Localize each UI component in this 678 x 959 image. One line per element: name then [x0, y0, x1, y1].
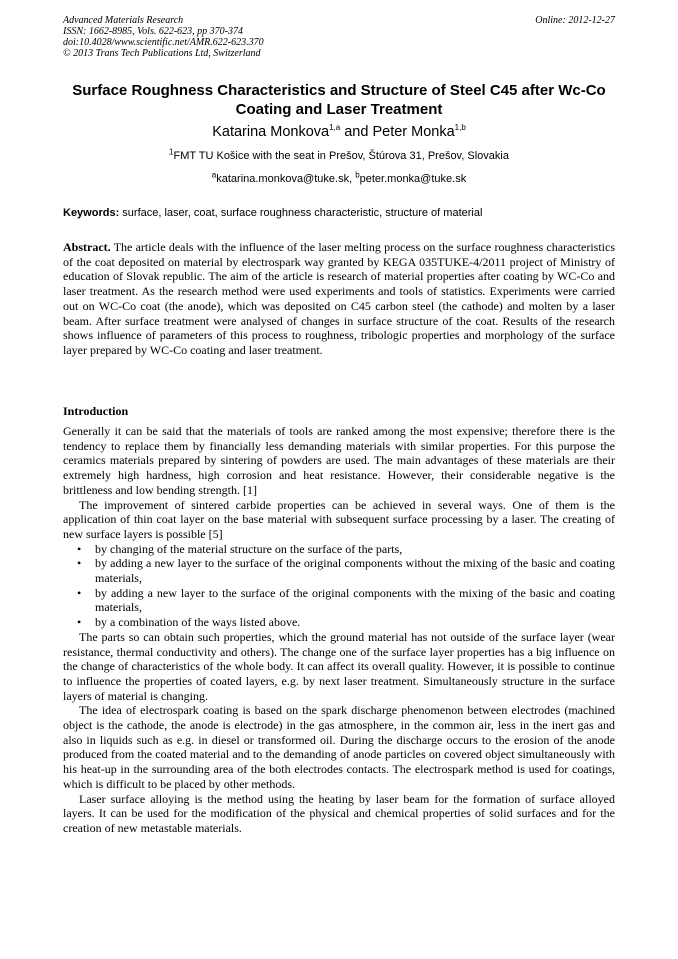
abstract-label: Abstract.: [63, 240, 111, 254]
email-link[interactable]: peter.monka@tuke.sk: [359, 173, 467, 185]
email-superscript: a: [211, 170, 217, 180]
doi-link[interactable]: doi:10.4028/www.scientific.net/AMR.622-623.370: [63, 37, 264, 48]
list-item-text: by adding a new layer to the surface of the original components without the mixing of the basic and coating materials,: [95, 556, 615, 586]
email-superscript: b: [355, 170, 360, 180]
paper-title: Surface Roughness Characteristics and Structure of Steel C45 after Wc-Co Coating and Laser Treatment: [72, 82, 606, 118]
author-superscript: 1,a: [329, 123, 341, 133]
bullet-icon: •: [77, 585, 82, 600]
paragraph: Generally it can be said that the materials of tools are ranked among the most expensive; therefore there is the tendency to replace them by financially less demanding materials with similar properties. For this purpose the ceramics materials prepared by sintering of powders are used. The main advantages of these materials are their extremely high hardness, high corrosion and heat resistance. However, their considerable negative is the brittleness and low bending strength. [1]: [63, 424, 615, 497]
keywords: [63, 206, 623, 220]
abstract-text: The article deals with the influence of the laser melting process on the surface roughness characteristics of the coat deposited on material by electrospark way granted by KEGA 035TUKE-4/2011 project of Ministry of education of Slovak republic. The aim of the article is research of material properties after coating by WC-Co and laser treatment. As the research method were used experiments and tools of statistics. Experiments were carried out on WC-Co coat (the anode), which was deposited on C45 carbon steel (the cathode) and molten by a laser beam. After surface treatment were analysed of changes in surface structure of the coat. Results of the research shows influence of parameters of this process to roughness, tribologic properties and morphology of the surface layer prepared by WC-Co coating and laser treatment.: [63, 240, 615, 357]
issn-line: ISSN: 1662-8985, Vols. 622-623, pp 370-374: [63, 26, 243, 37]
journal-header: [63, 15, 615, 59]
keywords-text: surface, laser, coat, surface roughness characteristic, structure of material: [119, 207, 483, 219]
affiliation: [63, 149, 615, 163]
bullet-icon: •: [77, 615, 82, 630]
journal-name: Advanced Materials Research: [63, 15, 184, 26]
list-item: [77, 585, 615, 615]
author-line: [63, 123, 615, 141]
list-item: [77, 556, 615, 586]
bullet-list: [63, 542, 615, 630]
affiliation-superscript: 1: [169, 147, 174, 157]
introduction-body: [63, 424, 615, 836]
online-date: Online: 2012-12-27: [535, 15, 615, 26]
affiliation-text: FMT TU Košice with the seat in Prešov, Štúrova 31, Prešov, Slovakia: [173, 150, 509, 162]
author-name: Peter Monka: [372, 124, 455, 140]
paragraph: The idea of electrospark coating is based on the spark discharge phenomenon between electrodes (machined object is the cathode, the anode is electrode) in the gas atmosphere, in the common air, less in the inert gas and also in liquids such as e.g. in diesel or transformed oil. During the discharge occurs to the erosion of the anode produced from the coated material and to the demanding of anode particles on covered object simultaneously with his heat-up in the surrounding area of the both electrodes contacts. The electrospark method is used for coatings, which is difficult to be placed by other methods.: [63, 703, 615, 791]
list-item: [77, 615, 615, 630]
section-heading: Introduction: [63, 404, 129, 418]
paragraph: The improvement of sintered carbide properties can be achieved in several ways. One of them is the application of thin coat layer on the base material with subsequent surface processing by a laser. The creating of new surface layers is possible [5]: [63, 497, 615, 541]
list-item-text: by changing of the material structure on the surface of the parts,: [95, 541, 403, 556]
copyright-line: © 2013 Trans Tech Publications Ltd, Switzerland: [63, 48, 261, 59]
list-item-text: by adding a new layer to the surface of the original components with the mixing of the basic and coating materials,: [95, 585, 615, 615]
abstract: [63, 240, 615, 358]
author-conjunction: and: [340, 124, 373, 140]
email-link[interactable]: katarina.monkova@tuke.sk,: [216, 173, 356, 185]
paragraph: The parts so can obtain such properties, which the ground material has not outside of the surface layer (wear resistance, thermal conductivity and others). The change one of the surface layer properties has a big influence on the change of characteristics of the whole body. It can affect its overall quality. However, it is possible to continue to influence the properties of coated layers, e.g. by next laser treatment. Simultaneously structure in the surface layers of material is changing.: [63, 629, 615, 703]
bullet-icon: •: [77, 541, 82, 556]
list-item: [77, 541, 615, 557]
author-name: Katarina Monkova: [212, 124, 330, 140]
keywords-label: Keywords:: [63, 207, 120, 219]
bullet-icon: •: [77, 556, 82, 571]
list-item-text: by a combination of the ways listed above.: [95, 615, 301, 630]
email-line: [63, 172, 615, 186]
paragraph: Laser surface alloying is the method using the heating by laser beam for the formation of surface alloyed layers. It can be used for the modification of the physical and chemical properties of solid surfaces and for the creation of new metastable materials.: [63, 791, 615, 835]
author-superscript: 1,b: [454, 123, 466, 133]
